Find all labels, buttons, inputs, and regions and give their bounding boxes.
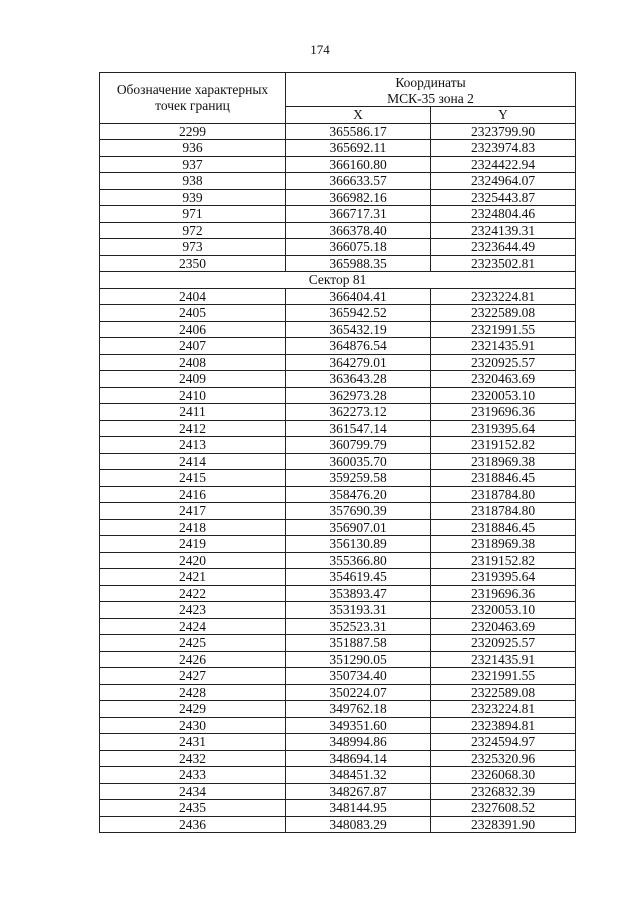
x-coordinate-cell: 349351.60 [286,717,431,734]
point-id-cell: 2420 [100,552,286,569]
x-coordinate-cell: 348994.86 [286,734,431,751]
x-coordinate-cell: 354619.45 [286,569,431,586]
x-coordinate-cell: 362273.12 [286,404,431,421]
point-id-cell: 2424 [100,618,286,635]
x-coordinate-cell: 356907.01 [286,519,431,536]
y-coordinate-cell: 2324964.07 [431,173,576,190]
x-coordinate-cell: 365988.35 [286,255,431,272]
x-coordinate-cell: 348083.29 [286,816,431,833]
header-point-designation [100,73,286,124]
x-coordinate-cell: 348451.32 [286,767,431,784]
header-point-text: Обозначение характерных точек границ [116,81,269,113]
y-coordinate-cell: 2320463.69 [431,618,576,635]
y-coordinate-cell: 2318784.80 [431,503,576,520]
y-coordinate-cell: 2318969.38 [431,536,576,553]
x-coordinate-cell: 348144.95 [286,800,431,817]
table-row [100,222,576,239]
header-coordinates-title: Координаты [395,75,466,90]
y-coordinate-cell: 2324139.31 [431,222,576,239]
y-coordinate-cell: 2320925.57 [431,354,576,371]
page-number: 174 [310,42,330,57]
coordinates-table [99,72,576,833]
table-row [100,206,576,223]
y-coordinate-cell: 2325443.87 [431,189,576,206]
point-id-cell: 2404 [100,288,286,305]
y-coordinate-cell: 2323644.49 [431,239,576,256]
x-coordinate-cell: 362973.28 [286,387,431,404]
x-coordinate-cell: 365586.17 [286,123,431,140]
y-coordinate-cell: 2323894.81 [431,717,576,734]
point-id-cell: 2412 [100,420,286,437]
x-coordinate-cell: 355366.80 [286,552,431,569]
table-row [100,453,576,470]
point-id-cell: 2429 [100,701,286,718]
y-coordinate-cell: 2324804.46 [431,206,576,223]
point-id-cell: 2350 [100,255,286,272]
y-coordinate-cell: 2321435.91 [431,338,576,355]
y-coordinate-cell: 2324422.94 [431,156,576,173]
point-id-cell: 2415 [100,470,286,487]
y-coordinate-cell: 2320053.10 [431,387,576,404]
y-coordinate-cell: 2321991.55 [431,321,576,338]
x-coordinate-cell: 364876.54 [286,338,431,355]
y-coordinate-cell: 2323502.81 [431,255,576,272]
point-id-cell: 2425 [100,635,286,652]
table-row [100,371,576,388]
point-id-cell: 2409 [100,371,286,388]
point-id-cell: 972 [100,222,286,239]
x-coordinate-cell: 359259.58 [286,470,431,487]
y-coordinate-cell: 2322589.08 [431,684,576,701]
point-id-cell: 2418 [100,519,286,536]
x-coordinate-cell: 348694.14 [286,750,431,767]
point-id-cell: 971 [100,206,286,223]
table-row [100,420,576,437]
y-coordinate-cell: 2319152.82 [431,437,576,454]
table-row [100,734,576,751]
table-row [100,717,576,734]
point-id-cell: 2435 [100,800,286,817]
point-id-cell: 2413 [100,437,286,454]
table-row [100,140,576,157]
x-coordinate-cell: 351887.58 [286,635,431,652]
y-coordinate-cell: 2320925.57 [431,635,576,652]
table-row [100,305,576,322]
y-coordinate-cell: 2323224.81 [431,288,576,305]
table-row [100,239,576,256]
x-coordinate-cell: 361547.14 [286,420,431,437]
y-coordinate-cell: 2318784.80 [431,486,576,503]
table-row [100,750,576,767]
table-row [100,552,576,569]
table-row [100,519,576,536]
x-coordinate-cell: 366075.18 [286,239,431,256]
point-id-cell: 2417 [100,503,286,520]
y-coordinate-cell: 2319696.36 [431,404,576,421]
point-id-cell: 2421 [100,569,286,586]
point-id-cell: 938 [100,173,286,190]
table-row [100,585,576,602]
point-id-cell: 2419 [100,536,286,553]
point-id-cell: 2411 [100,404,286,421]
table-row [100,668,576,685]
x-coordinate-cell: 366404.41 [286,288,431,305]
header-coordinates-system: МСК-35 зона 2 [387,90,474,106]
x-coordinate-cell: 365692.11 [286,140,431,157]
y-coordinate-cell: 2321435.91 [431,651,576,668]
x-coordinate-cell: 360799.79 [286,437,431,454]
y-coordinate-cell: 2319395.64 [431,420,576,437]
table-row [100,123,576,140]
x-coordinate-cell: 357690.39 [286,503,431,520]
x-coordinate-cell: 366160.80 [286,156,431,173]
x-coordinate-cell: 363643.28 [286,371,431,388]
point-id-cell: 939 [100,189,286,206]
y-coordinate-cell: 2319152.82 [431,552,576,569]
point-id-cell: 2433 [100,767,286,784]
point-id-cell: 2430 [100,717,286,734]
table-row [100,684,576,701]
table-row [100,255,576,272]
table-row [100,338,576,355]
point-id-cell: 2434 [100,783,286,800]
table-row [100,404,576,421]
table-row [100,503,576,520]
x-coordinate-cell: 358476.20 [286,486,431,503]
table-row [100,387,576,404]
sector-label: Сектор 81 [100,272,576,289]
x-coordinate-cell: 348267.87 [286,783,431,800]
header-x: X [286,107,431,124]
x-coordinate-cell: 365942.52 [286,305,431,322]
y-coordinate-cell: 2325320.96 [431,750,576,767]
point-id-cell: 2428 [100,684,286,701]
point-id-cell: 2432 [100,750,286,767]
point-id-cell: 2405 [100,305,286,322]
table-row [100,288,576,305]
y-coordinate-cell: 2321991.55 [431,668,576,685]
point-id-cell: 2431 [100,734,286,751]
table-row [100,767,576,784]
header-coordinates [286,73,576,107]
x-coordinate-cell: 350734.40 [286,668,431,685]
point-id-cell: 2436 [100,816,286,833]
point-id-cell: 2410 [100,387,286,404]
point-id-cell: 2407 [100,338,286,355]
table-body-b [100,288,576,833]
x-coordinate-cell: 356130.89 [286,536,431,553]
y-coordinate-cell: 2319395.64 [431,569,576,586]
table-row [100,321,576,338]
sector-row [100,272,576,289]
sector-row-group [100,272,576,289]
table-row [100,783,576,800]
table-row [100,651,576,668]
x-coordinate-cell: 366633.57 [286,173,431,190]
y-coordinate-cell: 2318846.45 [431,519,576,536]
x-coordinate-cell: 360035.70 [286,453,431,470]
table-row [100,618,576,635]
point-id-cell: 2422 [100,585,286,602]
table-row [100,189,576,206]
x-coordinate-cell: 364279.01 [286,354,431,371]
y-coordinate-cell: 2323974.83 [431,140,576,157]
point-id-cell: 973 [100,239,286,256]
y-coordinate-cell: 2318969.38 [431,453,576,470]
table-row [100,800,576,817]
table-row [100,156,576,173]
y-coordinate-cell: 2324594.97 [431,734,576,751]
x-coordinate-cell: 352523.31 [286,618,431,635]
y-coordinate-cell: 2320463.69 [431,371,576,388]
x-coordinate-cell: 366717.31 [286,206,431,223]
point-id-cell: 2299 [100,123,286,140]
table-row [100,701,576,718]
x-coordinate-cell: 353193.31 [286,602,431,619]
point-id-cell: 2414 [100,453,286,470]
point-id-cell: 2406 [100,321,286,338]
x-coordinate-cell: 366982.16 [286,189,431,206]
table-row [100,437,576,454]
table-row [100,354,576,371]
x-coordinate-cell: 349762.18 [286,701,431,718]
y-coordinate-cell: 2327608.52 [431,800,576,817]
table-row [100,173,576,190]
point-id-cell: 2426 [100,651,286,668]
table-row [100,602,576,619]
point-id-cell: 2427 [100,668,286,685]
y-coordinate-cell: 2320053.10 [431,602,576,619]
point-id-cell: 2423 [100,602,286,619]
header-y: Y [431,107,576,124]
y-coordinate-cell: 2318846.45 [431,470,576,487]
table-header [100,73,576,124]
point-id-cell: 2416 [100,486,286,503]
table-row [100,470,576,487]
table-row [100,816,576,833]
table-row [100,569,576,586]
y-coordinate-cell: 2328391.90 [431,816,576,833]
y-coordinate-cell: 2326832.39 [431,783,576,800]
x-coordinate-cell: 366378.40 [286,222,431,239]
point-id-cell: 2408 [100,354,286,371]
x-coordinate-cell: 350224.07 [286,684,431,701]
point-id-cell: 937 [100,156,286,173]
y-coordinate-cell: 2319696.36 [431,585,576,602]
y-coordinate-cell: 2323799.90 [431,123,576,140]
y-coordinate-cell: 2322589.08 [431,305,576,322]
point-id-cell: 936 [100,140,286,157]
table-row [100,486,576,503]
y-coordinate-cell: 2323224.81 [431,701,576,718]
table-body-a [100,123,576,272]
x-coordinate-cell: 365432.19 [286,321,431,338]
x-coordinate-cell: 351290.05 [286,651,431,668]
table-row [100,536,576,553]
y-coordinate-cell: 2326068.30 [431,767,576,784]
x-coordinate-cell: 353893.47 [286,585,431,602]
table-row [100,635,576,652]
